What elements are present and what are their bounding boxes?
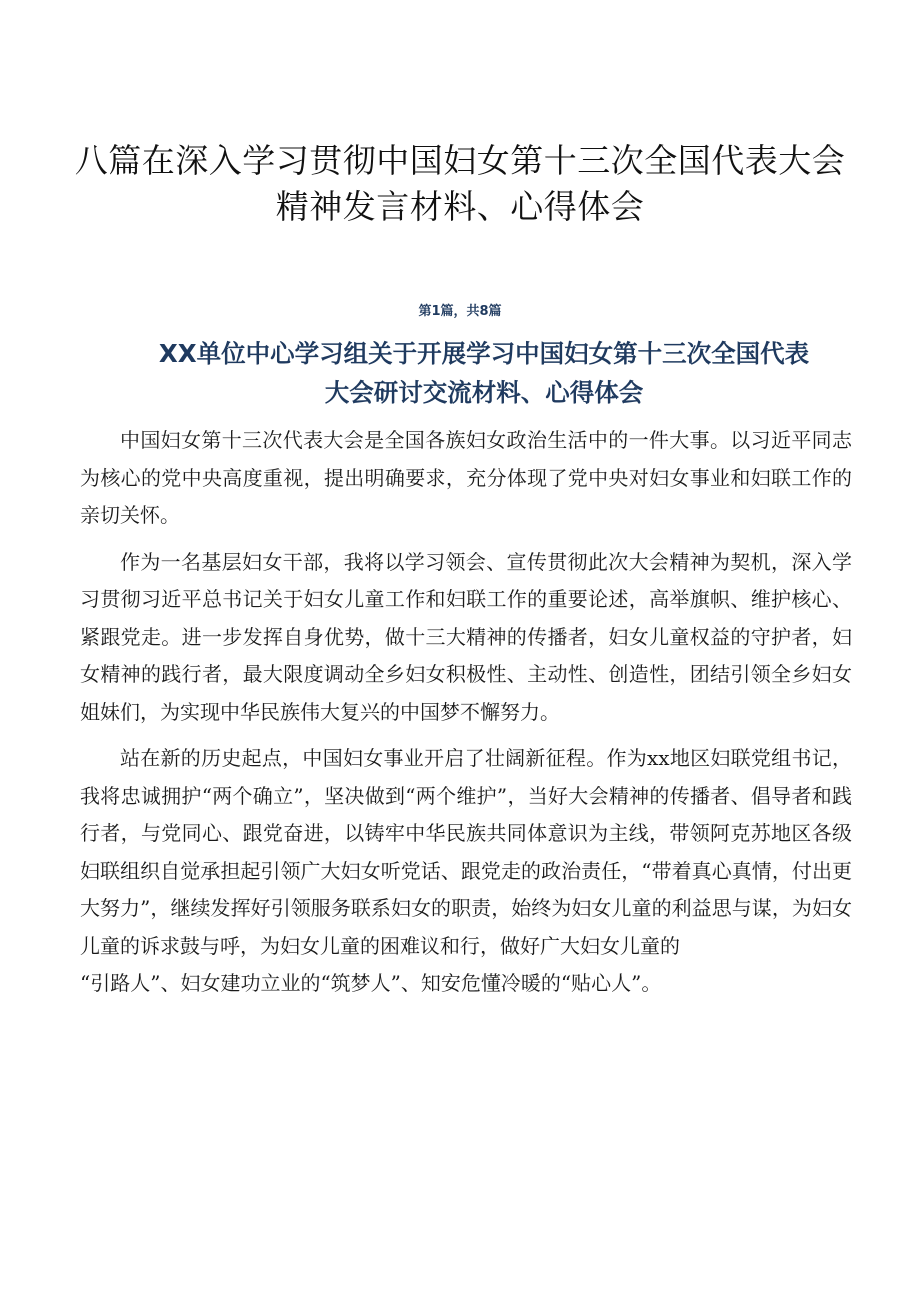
article-counter: 第1篇，共8篇: [418, 304, 502, 319]
body-paragraph-1: 中国妇女第十三次代表大会是全国各族妇女政治生活中的一件大事。以习近平同志为核心的党中央高度重视，提出明确要求，充分体现了党中央对妇女事业和妇联工作的亲切关怀。: [80, 428, 852, 527]
article-title: [96, 334, 872, 412]
body-paragraph-4: “引路人”、妇女建功立业的“筑梦人”、知安危懂冷暖的“贴心人”。: [80, 971, 662, 995]
article-title-line-1: XX单位中心学习组关于开展学习中国妇女第十三次全国代表: [158, 339, 810, 368]
article-title-line-2: 大会研讨交流材料、心得体会: [324, 378, 644, 407]
body-paragraph-3: 站在新的历史起点，中国妇女事业开启了壮阔新征程。作为xx地区妇联党组书记，我将忠诚拥护“两个确立”，坚决做到“两个维护”，当好大会精神的传播者、倡导者和践行者，与党同心、跟党奋进，以铸牢中华民族共同体意识为主线，带领阿克苏地区各级妇联组织自觉承担起引领广大妇女听党话、跟党走的政治责任，“带着真心真情，付出更大努力”，继续发挥好引领服务联系妇女的职责，始终为妇女儿童的利益思与谋，为妇女儿童的诉求鼓与呼，为妇女儿童的困难议和行，做好广大妇女儿童的: [80, 746, 852, 958]
document-title: [60, 138, 860, 230]
body-paragraph-2: 作为一名基层妇女干部，我将以学习领会、宣传贯彻此次大会精神为契机，深入学习贯彻习近平总书记关于妇女儿童工作和妇联工作的重要论述，高举旗帜、维护核心、紧跟党走。进一步发挥自身优势，做十三大精神的传播者，妇女儿童权益的守护者，妇女精神的践行者，最大限度调动全乡妇女积极性、主动性、创造性，团结引领全乡妇女姐妹们，为实现中华民族伟大复兴的中国梦不懈努力。: [80, 549, 852, 724]
document-title-line-1: 八篇在深入学习贯彻中国妇女第十三次全国代表大会: [74, 141, 846, 180]
document-title-line-2: 精神发言材料、心得体会: [275, 187, 645, 226]
article-body: [80, 422, 852, 1012]
